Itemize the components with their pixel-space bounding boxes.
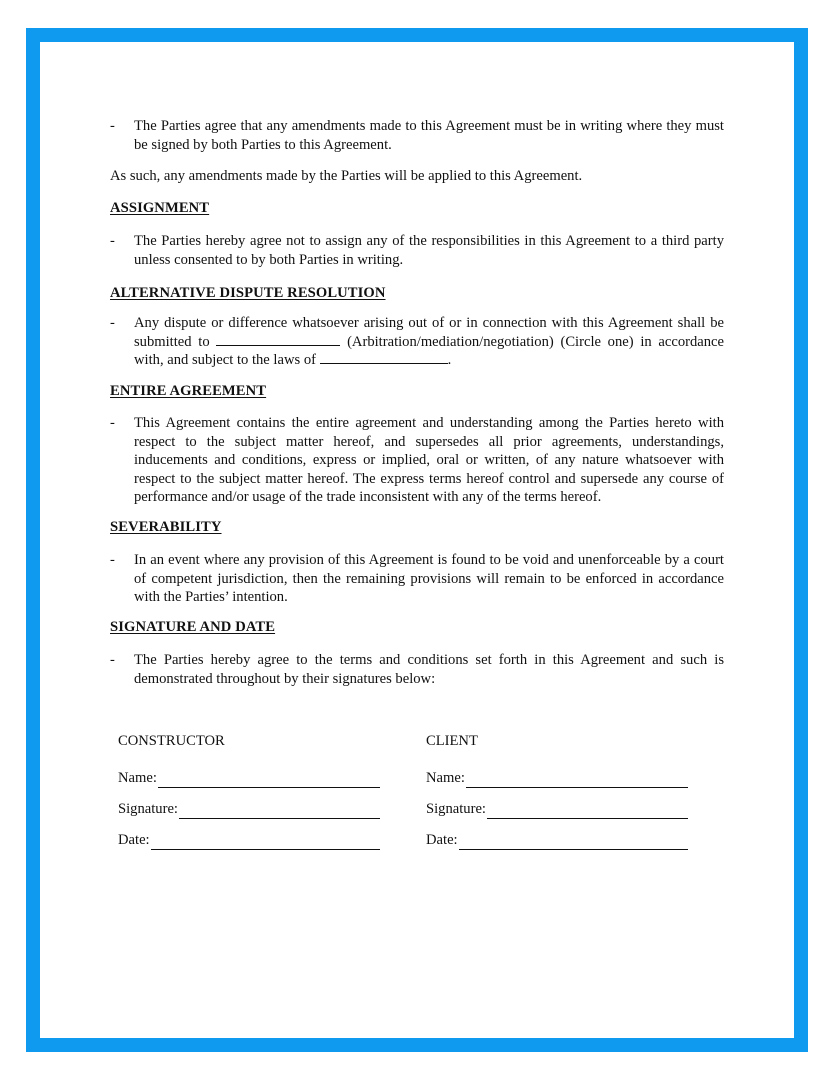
constructor-name-row (118, 769, 380, 800)
amendments-text: The Parties agree that any amendments made to this Agreement must be in writing where they must be signed by both Parties to this Agreement. (134, 118, 724, 153)
severability-heading: SEVERABILITY (110, 519, 222, 535)
client-name-field[interactable] (466, 769, 688, 788)
amendments-paragraph: As such, any amendments made by the Parties will be applied to this Agreement. (110, 168, 583, 184)
assignment-bullet (110, 232, 724, 269)
bullet-marker: - (110, 415, 115, 431)
constructor-signature-row (118, 800, 380, 831)
client-date-label: Date: (426, 832, 458, 848)
client-signature-field[interactable] (487, 800, 688, 819)
entire-agreement-text: This Agreement contains the entire agreement and understanding among the Parties hereto with respect to the subject matter hereof, and supersedes all prior agreements, understandings, inducements and conditions, express or implied, oral or written, of any nature whatsoever with respect to the subject matter hereof. The express terms hereof control and supersede any course of performance and/or usage of the trade inconsistent with any of the terms hereof. (134, 415, 724, 506)
client-signature-row (426, 800, 688, 831)
constructor-date-field[interactable] (151, 831, 380, 850)
client-signature-block (426, 732, 688, 862)
constructor-date-row (118, 831, 380, 862)
signature-bullet (110, 651, 724, 688)
constructor-title: CONSTRUCTOR (118, 733, 225, 749)
constructor-date-label: Date: (118, 832, 150, 848)
adr-text-end: . (447, 352, 452, 369)
adr-heading: ALTERNATIVE DISPUTE RESOLUTION (110, 285, 386, 301)
bullet-marker: - (110, 652, 115, 668)
client-name-label: Name: (426, 770, 465, 786)
bullet-marker: - (110, 233, 115, 249)
constructor-signature-field[interactable] (179, 800, 380, 819)
assignment-heading: ASSIGNMENT (110, 200, 210, 216)
bullet-marker: - (110, 118, 115, 134)
client-date-field[interactable] (459, 831, 688, 850)
signature-text: The Parties hereby agree to the terms and conditions set forth in this Agreement and such is demonstrated throughout by their signatures below: (134, 652, 724, 687)
adr-text-part1: Any dispute or difference whatsoever arising out of or in connection with this Agreement shall be submitted to (134, 315, 724, 350)
signature-heading: SIGNATURE AND DATE (110, 619, 276, 635)
constructor-signature-block (118, 732, 380, 862)
client-date-row (426, 831, 688, 862)
constructor-signature-label: Signature: (118, 801, 178, 817)
assignment-text: The Parties hereby agree not to assign any of the responsibilities in this Agreement to a third party unless consented to by both Parties in writing. (134, 233, 724, 268)
adr-text-part2: (Arbitration/mediation/negotiation) (Circle one) in accordance with, and subject to the laws of (134, 333, 724, 369)
bullet-marker: - (110, 552, 115, 568)
severability-bullet (110, 551, 724, 607)
constructor-name-field[interactable] (158, 769, 380, 788)
constructor-name-label: Name: (118, 770, 157, 786)
client-name-row (426, 769, 688, 800)
method-blank-line[interactable] (216, 333, 340, 346)
severability-text: In an event where any provision of this Agreement is found to be void and unenforceable by a court of competent jurisdiction, then the remaining provisions will remain to be enforced in accordance with the Parties’ intention. (134, 552, 724, 606)
client-signature-label: Signature: (426, 801, 486, 817)
amendments-bullet (110, 117, 724, 154)
adr-text (134, 314, 724, 370)
adr-bullet (110, 314, 724, 370)
laws-blank-line[interactable] (320, 351, 448, 364)
entire-agreement-heading: ENTIRE AGREEMENT (110, 383, 267, 399)
bullet-marker: - (110, 315, 115, 331)
client-title: CLIENT (426, 733, 478, 749)
entire-agreement-bullet (110, 414, 724, 507)
